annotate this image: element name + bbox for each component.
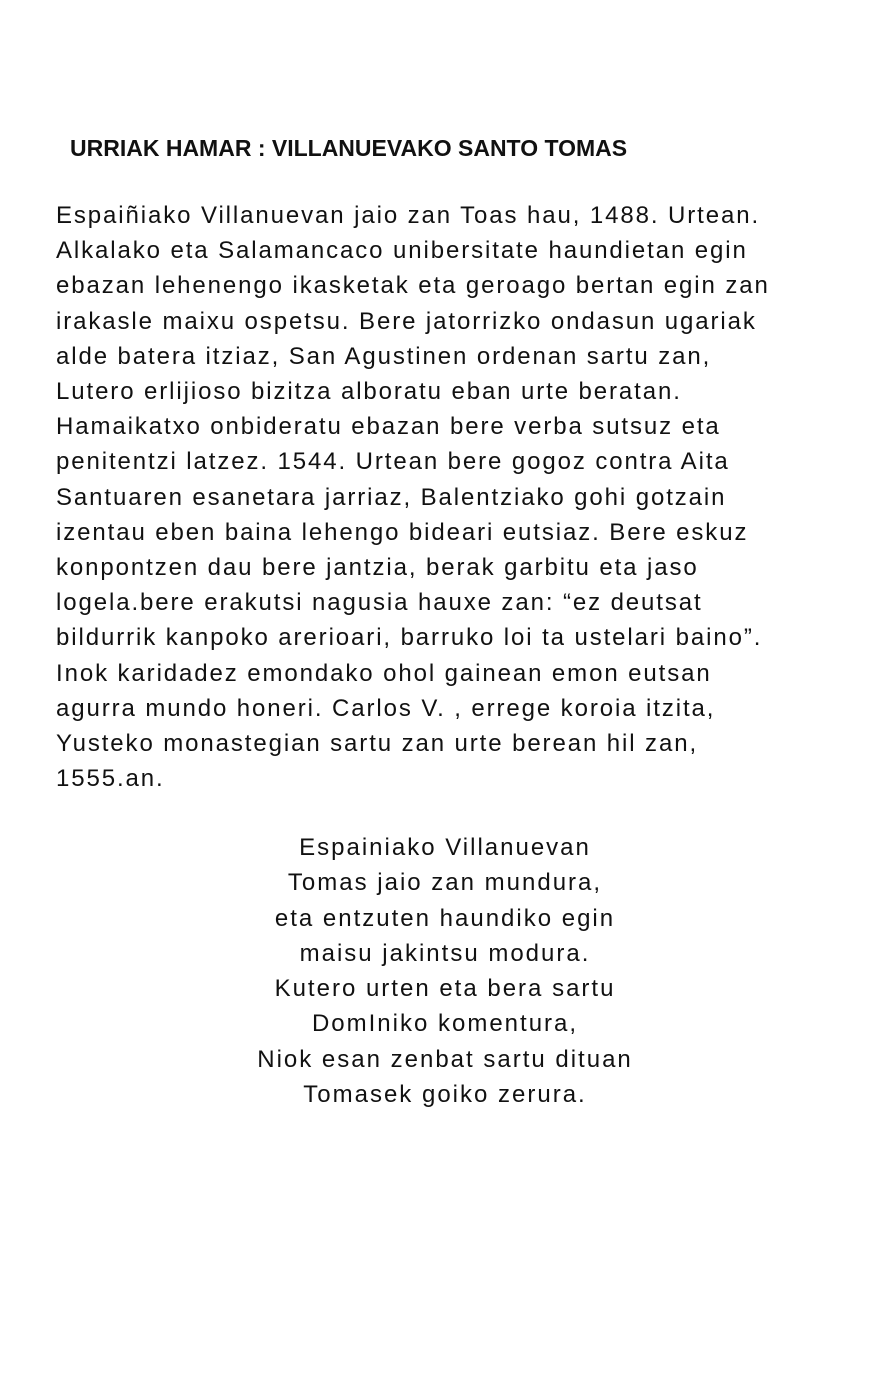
prose-line: Lutero erlijioso bizitza alboratu eban urte beratan. xyxy=(56,378,682,406)
prose-line: izentau eben baina lehengo bideari eutsiaz. Bere eskuz xyxy=(56,518,749,546)
prose-line: agurra mundo honeri. Carlos V. , errege koroia itzita, xyxy=(56,694,716,722)
verse-line: Tomasek goiko zerura. xyxy=(303,1081,587,1109)
page-title: URRIAK HAMAR : VILLANUEVAKO SANTO TOMAS xyxy=(70,135,628,161)
prose-line: bildurrik kanpoko arerioari, barruko loi ta ustelari baino”. xyxy=(56,624,763,652)
prose-line: Alkalako eta Salamancaco unibersitate haundietan egin xyxy=(56,237,748,265)
verse-line: maisu jakintsu modura. xyxy=(299,939,591,967)
prose-line: Santuaren esanetara jarriaz, Balentziako gohi gotzain xyxy=(56,483,727,511)
verse-line: eta entzuten haundiko egin xyxy=(274,904,616,932)
verse-line: Tomas jaio zan mundura, xyxy=(287,869,603,897)
verse-line: DomIniko komentura, xyxy=(311,1010,579,1038)
prose-line: Hamaikatxo onbideratu ebazan bere verba sutsuz eta xyxy=(56,413,721,441)
prose-line: logela.bere erakutsi nagusia hauxe zan: “ez deutsat xyxy=(56,589,703,617)
prose-line: Inok karidadez emondako ohol gainean emon eutsan xyxy=(56,659,712,687)
prose-line: irakasle maixu ospetsu. Bere jatorrizko ondasun ugariak xyxy=(56,307,757,335)
prose-line: 1555.an. xyxy=(56,765,165,793)
prose-line: alde batera itziaz, San Agustinen ordenan sartu zan, xyxy=(56,342,712,370)
prose-paragraph xyxy=(56,198,846,796)
prose-line: ebazan lehenengo ikasketak eta geroago bertan egin zan xyxy=(56,272,770,300)
prose-line: Yusteko monastegian sartu zan urte berean hil zan, xyxy=(56,730,699,758)
prose-line: konpontzen dau bere jantzia, berak garbitu eta jaso xyxy=(56,554,699,582)
verse-line: Niok esan zenbat sartu dituan xyxy=(257,1045,633,1073)
prose-line: Espaiñiako Villanuevan jaio zan Toas hau, 1488. Urtean. xyxy=(56,202,761,229)
verse-line: Espainiako Villanuevan xyxy=(299,834,591,861)
prose-line: penitentzi latzez. 1544. Urtean bere gogoz contra Aita xyxy=(56,448,730,476)
verse-stanza xyxy=(0,830,890,1112)
verse-line: Kutero urten eta bera sartu xyxy=(274,975,616,1003)
